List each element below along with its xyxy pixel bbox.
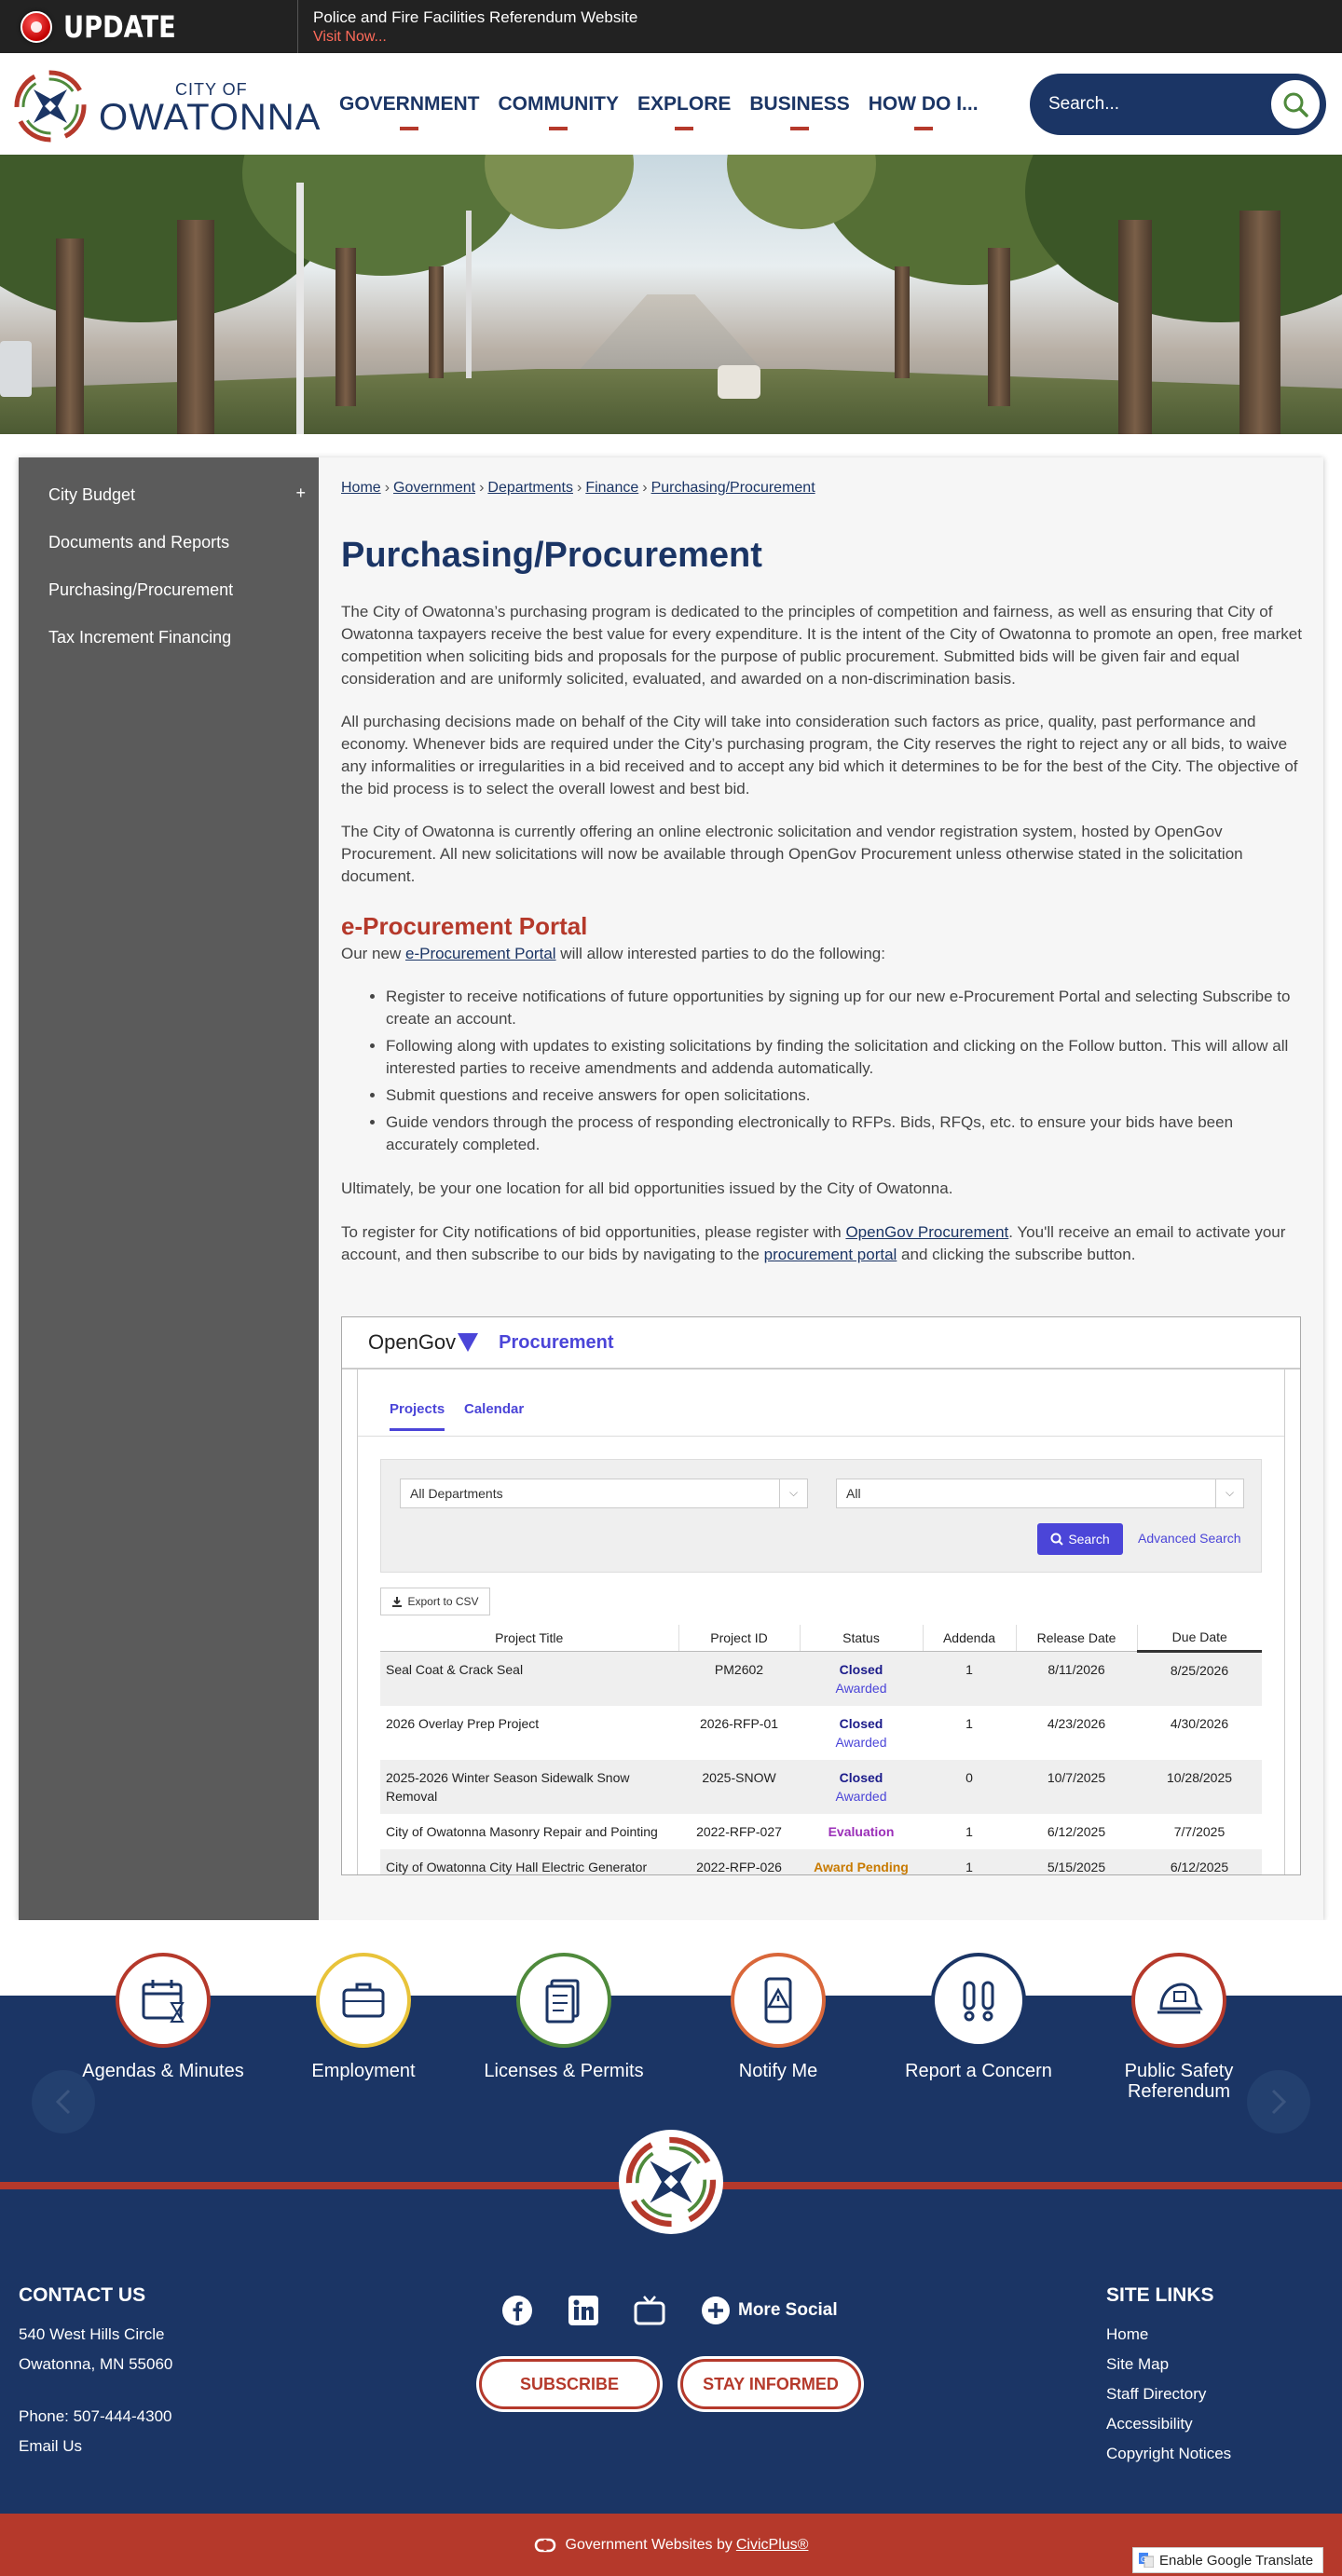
chevron-right-icon — [1267, 2088, 1290, 2116]
city-emblem-icon — [13, 69, 88, 143]
site-search — [1030, 74, 1326, 135]
table-row[interactable] — [380, 1760, 1262, 1814]
addenda-cell: 1 — [923, 1651, 1016, 1706]
procurement-portal-link[interactable]: procurement portal — [763, 1246, 897, 1263]
eproc-intro-text: Our new — [341, 945, 405, 962]
status-cell — [800, 1814, 923, 1849]
export-csv-label: Export to CSV — [407, 1595, 479, 1608]
due-date-cell: 10/28/2025 — [1137, 1760, 1262, 1814]
project-id-cell: 2025-SNOW — [678, 1760, 800, 1814]
list-item: • Register to receive notifications of future opportunities by signing up for our new e-Procurement Portal and selecting Subscribe to create an account. — [386, 986, 1308, 1030]
status-badge: Closed — [839, 1715, 883, 1731]
breadcrumb-departments[interactable]: Departments — [487, 480, 573, 496]
project-title-cell[interactable]: 2025-2026 Winter Season Sidewalk Snow Removal — [380, 1760, 678, 1814]
release-date-cell: 6/12/2025 — [1047, 1823, 1106, 1839]
site-footer — [0, 2182, 1342, 2514]
eproc-benefits-list — [386, 986, 1308, 1161]
project-title-cell[interactable]: City of Owatonna City Hall Electric Generator — [380, 1849, 678, 1876]
exclamation-icon — [931, 1953, 1026, 2048]
register-text: To register for City notifications of bid opportunities, please register with — [341, 1223, 846, 1241]
list-item: • Guide vendors through the process of responding electronically to RFPs. Bids, RFQs, etc. to ensure your bids have been accurately completed. — [386, 1111, 1308, 1156]
addenda-cell: 1 — [965, 1715, 973, 1731]
project-title-cell[interactable]: Seal Coat & Crack Seal — [380, 1651, 678, 1706]
status-sub-badge: Awarded — [835, 1734, 887, 1750]
department-select[interactable] — [400, 1479, 808, 1508]
alert-label: UPDATE — [63, 8, 176, 45]
list-item: • Following along with updates to existing solicitations by finding the solicitation and clicking on the Follow button. This will allow all interested parties to receive amendments and addenda automatically. — [386, 1035, 1308, 1080]
opengov-embed — [341, 1316, 1301, 1875]
chevron-down-icon: ⌵ — [1215, 1479, 1243, 1507]
more-social-link[interactable]: More Social — [738, 2300, 838, 2320]
stay-informed-button[interactable]: STAY INFORMED — [680, 2359, 861, 2409]
opengov-product: Procurement — [499, 1331, 614, 1353]
google-translate-icon — [1139, 2553, 1154, 2568]
advanced-search-link[interactable]: Advanced Search — [1138, 1531, 1241, 1546]
status-sub-badge: Awarded — [835, 1788, 887, 1804]
quicklink-label: Public Safety Referendum — [1124, 2061, 1234, 2102]
due-date-cell: 4/30/2026 — [1170, 1715, 1229, 1731]
opengov-tabs — [358, 1370, 1284, 1437]
calendar-icon — [116, 1953, 211, 2048]
carousel-prev-button[interactable] — [32, 2070, 95, 2133]
quicklink-label: Agendas & Minutes — [82, 2061, 244, 2081]
register-paragraph — [341, 1221, 1307, 1266]
table-header-row — [380, 1625, 1262, 1651]
contact-phone: Phone: 507-444-4300 — [19, 2407, 172, 2425]
alert-toggle[interactable] — [0, 0, 298, 53]
facebook-icon[interactable] — [501, 2295, 533, 2326]
opengov-paragraph: The City of Owatonna is currently offering an online electronic solicitation and vendor registration system, hosted by OpenGov Procurement. All new solicitations will now be available through OpenGov Procurement unless otherwise stated in the solicitation document. — [341, 823, 1243, 885]
table-row[interactable] — [380, 1814, 1262, 1849]
column-addenda[interactable]: Addenda — [923, 1625, 1016, 1651]
nav-community[interactable]: COMMUNITY — [489, 53, 629, 155]
breadcrumb-separator: › — [384, 480, 390, 496]
addenda-cell: 1 — [923, 1849, 1016, 1876]
release-date-cell: 10/7/2025 — [1016, 1760, 1137, 1814]
subscribe-button[interactable]: SUBSCRIBE — [479, 2359, 660, 2409]
opengov-filter-panel — [380, 1459, 1262, 1573]
contact-address-line1: 540 West Hills Circle — [19, 2325, 165, 2343]
table-row[interactable] — [380, 1706, 1262, 1760]
alert-bar — [0, 0, 1342, 53]
opengov-procurement-link[interactable]: OpenGov Procurement — [845, 1223, 1009, 1241]
city-logo[interactable] — [13, 67, 321, 142]
column-release-date[interactable]: Release Date — [1016, 1625, 1137, 1651]
site-links-heading: SITE LINKS — [1106, 2284, 1214, 2306]
opengov-header — [342, 1317, 1300, 1370]
quicklink-agendas[interactable] — [79, 1953, 247, 2081]
breadcrumb-purchasing[interactable]: Purchasing/Procurement — [650, 480, 815, 496]
main-nav — [330, 53, 988, 155]
breadcrumb-separator: › — [576, 480, 582, 496]
contact-address-line2: Owatonna, MN 55060 — [19, 2355, 173, 2373]
opengov-search-button[interactable] — [1037, 1523, 1123, 1555]
quicklink-label: Report a Concern — [905, 2061, 1052, 2081]
list-item: • Submit questions and receive answers for open solicitations. — [386, 1084, 1308, 1107]
social-links — [501, 2295, 838, 2326]
site-link-staff-directory[interactable]: Staff Directory — [1106, 2385, 1207, 2403]
google-translate-button[interactable] — [1132, 2547, 1323, 2573]
quicklink-label: Employment — [311, 2061, 416, 2081]
page-title: Purchasing/Procurement — [341, 536, 762, 575]
due-date-cell: 6/12/2025 — [1137, 1849, 1262, 1876]
status-cell — [800, 1760, 923, 1814]
carousel-next-button[interactable] — [1247, 2070, 1310, 2133]
quicklink-referendum[interactable] — [1095, 1953, 1263, 2102]
search-icon — [1281, 90, 1309, 118]
column-status[interactable]: Status — [800, 1625, 923, 1651]
sidebar-expand-icon[interactable]: + — [295, 484, 306, 502]
search-input[interactable] — [1048, 90, 1253, 118]
alert-icon — [21, 11, 52, 43]
breadcrumb-government[interactable]: Government — [393, 480, 476, 496]
due-date-cell: 7/7/2025 — [1173, 1823, 1226, 1839]
projects-table — [380, 1625, 1262, 1875]
download-icon — [391, 1596, 403, 1607]
site-link-site-map[interactable]: Site Map — [1106, 2355, 1170, 2373]
nav-explore[interactable]: EXPLORE — [628, 53, 740, 155]
addenda-cell: 1 — [965, 1823, 973, 1839]
eproc-heading: e-Procurement Portal — [341, 912, 588, 940]
alert-title: Police and Fire Facilities Referendum Website — [313, 7, 638, 26]
project-title-cell[interactable]: 2026 Overlay Prep Project — [386, 1715, 540, 1731]
quicklink-label: Licenses & Permits — [484, 2061, 644, 2081]
quicklink-licenses[interactable] — [480, 1953, 648, 2081]
phone-alert-icon — [731, 1953, 826, 2048]
nav-business[interactable]: BUSINESS — [740, 53, 858, 155]
sidebar-nav — [19, 457, 319, 1920]
eproc-intro — [341, 943, 1307, 965]
hero-banner-image — [0, 155, 1342, 434]
svg-text:G: G — [1141, 2556, 1147, 2564]
quicklink-notify[interactable] — [694, 1953, 862, 2081]
project-id-cell: 2022-RFP-027 — [696, 1823, 782, 1839]
status-cell — [800, 1706, 923, 1760]
table-row[interactable] — [380, 1651, 1262, 1706]
project-id-cell: PM2602 — [678, 1651, 800, 1706]
breadcrumb — [341, 480, 815, 497]
sidebar-item-city-budget[interactable]: City Budget — [48, 485, 136, 504]
department-select-value: All Departments — [410, 1486, 503, 1501]
logo-city-text: CITY OF — [175, 79, 248, 99]
addenda-cell: 0 — [923, 1760, 1016, 1814]
firefighter-helmet-icon — [1131, 1953, 1226, 2048]
document-icon — [516, 1953, 611, 2048]
sidebar-item-documents[interactable]: Documents and Reports — [48, 533, 230, 552]
status-badge: Award Pending — [814, 1859, 909, 1874]
opengov-search-label: Search — [1068, 1532, 1110, 1547]
column-project-id[interactable]: Project ID — [678, 1625, 800, 1651]
nav-how-do-i[interactable]: HOW DO I... — [859, 53, 988, 155]
search-icon — [1050, 1533, 1063, 1546]
register-text: and clicking the subscribe button. — [897, 1246, 1136, 1263]
quicklink-employment[interactable] — [280, 1953, 447, 2081]
sidebar-item-tif[interactable]: Tax Increment Financing — [48, 628, 232, 647]
google-translate-label: Enable Google Translate — [1159, 2552, 1314, 2569]
site-link-accessibility[interactable]: Accessibility — [1106, 2415, 1193, 2433]
status-badge: Closed — [839, 1769, 883, 1785]
column-due-date[interactable]: Due Date — [1137, 1625, 1262, 1651]
register-text: . You'll receive an email to activate your account, and then subscribe to our bids by navigating to the — [341, 1223, 1286, 1263]
release-date-cell: 4/23/2026 — [1047, 1715, 1106, 1731]
release-date-cell: 5/15/2025 — [1016, 1849, 1137, 1876]
tab-projects[interactable]: Projects — [390, 1401, 445, 1431]
eproc-intro-text: will allow interested parties to do the following: — [555, 945, 885, 962]
status-badge: Evaluation — [828, 1823, 895, 1839]
breadcrumb-finance[interactable]: Finance — [585, 480, 639, 496]
status-select-value: All — [846, 1486, 861, 1501]
footer-emblem-icon — [619, 2130, 723, 2234]
contact-email-link[interactable]: Email Us — [19, 2437, 83, 2455]
content-area — [19, 457, 1323, 1920]
column-project-title[interactable]: Project Title — [380, 1625, 678, 1651]
release-date-cell: 8/11/2026 — [1016, 1651, 1137, 1706]
project-id-cell: 2026-RFP-01 — [699, 1715, 779, 1731]
logo-name-text: OWATONNA — [99, 96, 322, 138]
civicplus-link[interactable]: CivicPlus® — [735, 2536, 809, 2553]
project-title-cell[interactable]: City of Owatonna Masonry Repair and Pointing — [386, 1823, 658, 1839]
credit-text: Government Websites by — [565, 2536, 733, 2553]
briefcase-icon — [316, 1953, 411, 2048]
export-csv-button[interactable] — [380, 1588, 490, 1615]
status-badge: Closed — [839, 1661, 883, 1677]
breadcrumb-separator: › — [479, 480, 485, 496]
alert-visit-link[interactable]: Visit Now... — [313, 28, 387, 45]
status-select[interactable] — [836, 1479, 1244, 1508]
tv-icon[interactable] — [634, 2296, 665, 2325]
tab-calendar[interactable]: Calendar — [464, 1401, 525, 1417]
chevron-down-icon: ⌵ — [779, 1479, 807, 1507]
quicklink-label: Notify Me — [738, 2061, 818, 2081]
breadcrumb-separator: › — [642, 480, 648, 496]
civicplus-logo-icon — [534, 2538, 556, 2553]
chevron-left-icon — [52, 2088, 75, 2116]
closing-paragraph: Ultimately, be your one location for all bid opportunities issued by the City of Owatonna. — [341, 1179, 953, 1197]
site-link-copyright[interactable]: Copyright Notices — [1106, 2445, 1232, 2462]
opengov-panel — [357, 1370, 1285, 1875]
nav-government[interactable]: GOVERNMENT — [330, 53, 489, 155]
plus-circle-icon[interactable] — [701, 2296, 731, 2325]
due-date-cell: 8/25/2026 — [1137, 1651, 1262, 1706]
decisions-paragraph: All purchasing decisions made on behalf of the City will take into consideration such factors as price, quality, past performance and economy. Whenever bids are required under the City’s purchasing program, the City reserves the right to reject any or all bids, to waive any informalities or irregularities in a bid received and to accept any bid which it determines to be for the best of the City. The objective of the bid process is to select the overall lowest and best bid. — [341, 713, 1298, 797]
status-cell — [800, 1849, 923, 1876]
status-sub-badge: Awarded — [835, 1680, 887, 1696]
quicklink-report[interactable] — [895, 1953, 1062, 2081]
intro-paragraph: The City of Owatonna’s purchasing program is dedicated to the principles of competition and fairness, as well as ensuring that City of Owatonna taxpayers receive the best value for every expenditure. It is the intent of the City of Owatonna to promote an open, free market competition when soliciting bids and proposals for the purpose of public procurement. Submitted bids will be given fair and equal consideration and are uniformly solicited, evaluated, and awarded on a non-discrimination basis. — [341, 603, 1302, 688]
site-link-home[interactable]: Home — [1106, 2325, 1149, 2343]
linkedin-icon[interactable] — [568, 2296, 598, 2325]
breadcrumb-home[interactable]: Home — [341, 480, 381, 496]
table-row[interactable] — [380, 1849, 1262, 1876]
search-button[interactable] — [1268, 77, 1322, 131]
sidebar-item-purchasing[interactable]: Purchasing/Procurement — [48, 580, 234, 599]
opengov-brand: OpenGov — [368, 1330, 457, 1354]
opengov-logo-icon — [458, 1333, 478, 1352]
eproc-portal-link[interactable]: e-Procurement Portal — [404, 945, 556, 962]
site-header — [0, 53, 1342, 155]
project-id-cell: 2022-RFP-026 — [678, 1849, 800, 1876]
status-cell — [800, 1651, 923, 1706]
contact-heading: CONTACT US — [19, 2284, 146, 2306]
